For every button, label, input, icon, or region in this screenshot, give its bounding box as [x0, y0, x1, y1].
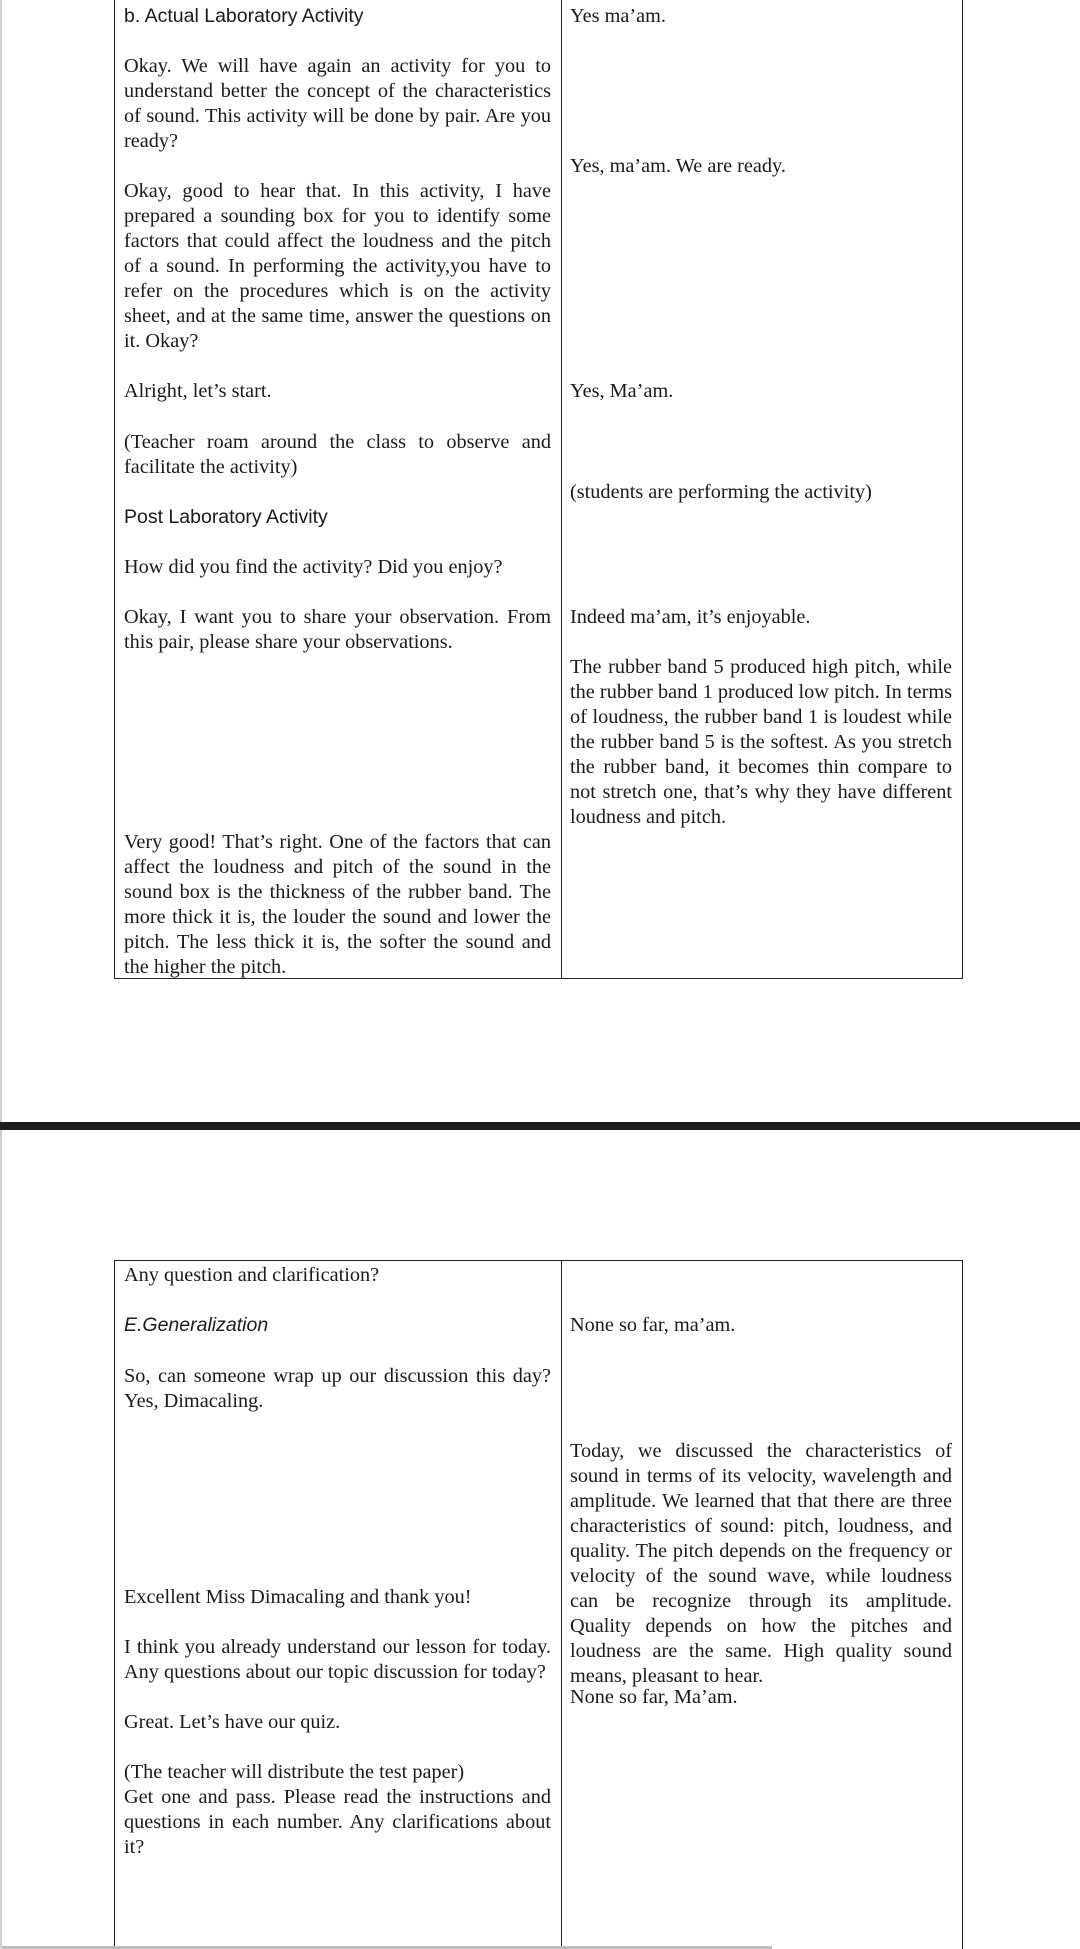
section-b-heading: b. Actual Laboratory Activity — [124, 5, 364, 27]
response-ready: Yes, ma’am. We are ready. — [570, 155, 786, 177]
response-observation: The rubber band 5 produced high pitch, while the rubber band 1 produced low pitch. In terms of loudness, the rubber band 1 is loudest while the rubber band 5 is the softest. As you stretch the rubber band, it becomes thin compare to not stretch one, that’s why they have different loudness and pitch. — [570, 656, 952, 828]
understand-paragraph: I think you already understand our lesson for today. Any questions about our topic discussion for today? — [124, 1636, 551, 1683]
activity-intro-paragraph: Okay. We will have again an activity for you to understand better the concept of the characteristics of sound. This activity will be done by pair. Are you ready? — [124, 55, 551, 152]
response-summary: Today, we discussed the characteristics of sound in terms of its velocity, wavelength and amplitude. We learned that that there are three characteristics of sound: pitch, loudness, and quality. The pitch depends on the frequency or velocity of the sound wave, while loudness can be recognize through its amplitude. Quality depends on how the pitches and loudness are the same. High quality sound means, pleasant to hear. — [570, 1440, 952, 1687]
sounding-box-paragraph: Okay, good to hear that. In this activity, I have prepared a sounding box for you to identify some factors that could affect the loudness and the pitch of a sound. In performing the activity,you have to refer on the procedures which is on the activity sheet, and at the same time, answer the questions on it. Okay? — [124, 180, 551, 352]
wrap-up-paragraph: So, can someone wrap up our discussion this day? Yes, Dimacaling. — [124, 1365, 551, 1412]
distribute-paragraph: (The teacher will distribute the test paper) — [124, 1761, 465, 1783]
quiz-paragraph: Great. Let’s have our quiz. — [124, 1711, 341, 1733]
document-page-bottom — [0, 1130, 1080, 1949]
find-activity-paragraph: How did you find the activity? Did you enjoy? — [124, 556, 503, 578]
response-enjoyable: Indeed ma’am, it’s enjoyable. — [570, 606, 811, 628]
column-divider — [561, 1261, 562, 1949]
share-observation-paragraph: Okay, I want you to share your observation. From this pair, please share your observations. — [124, 606, 551, 653]
page-break-divider — [0, 1122, 1080, 1130]
response-none-so-far: None so far, ma’am. — [570, 1314, 736, 1336]
teacher-roam-paragraph: (Teacher roam around the class to observe and facilitate the activity) — [124, 431, 551, 478]
response-performing: (students are performing the activity) — [570, 481, 872, 503]
start-paragraph: Alright, let’s start. — [124, 380, 272, 402]
response-yes-maam: Yes ma’am. — [570, 5, 666, 27]
generalization-heading: E.Generalization — [124, 1314, 269, 1336]
post-lab-heading: Post Laboratory Activity — [124, 506, 328, 528]
response-yes-maam-2: Yes, Ma’am. — [570, 380, 674, 402]
column-divider — [561, 0, 562, 978]
excellent-paragraph: Excellent Miss Dimacaling and thank you! — [124, 1586, 472, 1608]
very-good-paragraph: Very good! That’s right. One of the factors that can affect the loudness and pitch of the sound in the sound box is the thickness of the rubber band. The more thick it is, the louder the sound and lower the pitch. The less thick it is, the softer the sound and the higher the pitch. — [124, 831, 551, 978]
response-none-so-far-2: None so far, Ma’am. — [570, 1686, 738, 1708]
get-one-paragraph: Get one and pass. Please read the instructions and questions in each number. Any clarifications about it? — [124, 1786, 551, 1858]
any-question-paragraph: Any question and clarification? — [124, 1264, 380, 1286]
